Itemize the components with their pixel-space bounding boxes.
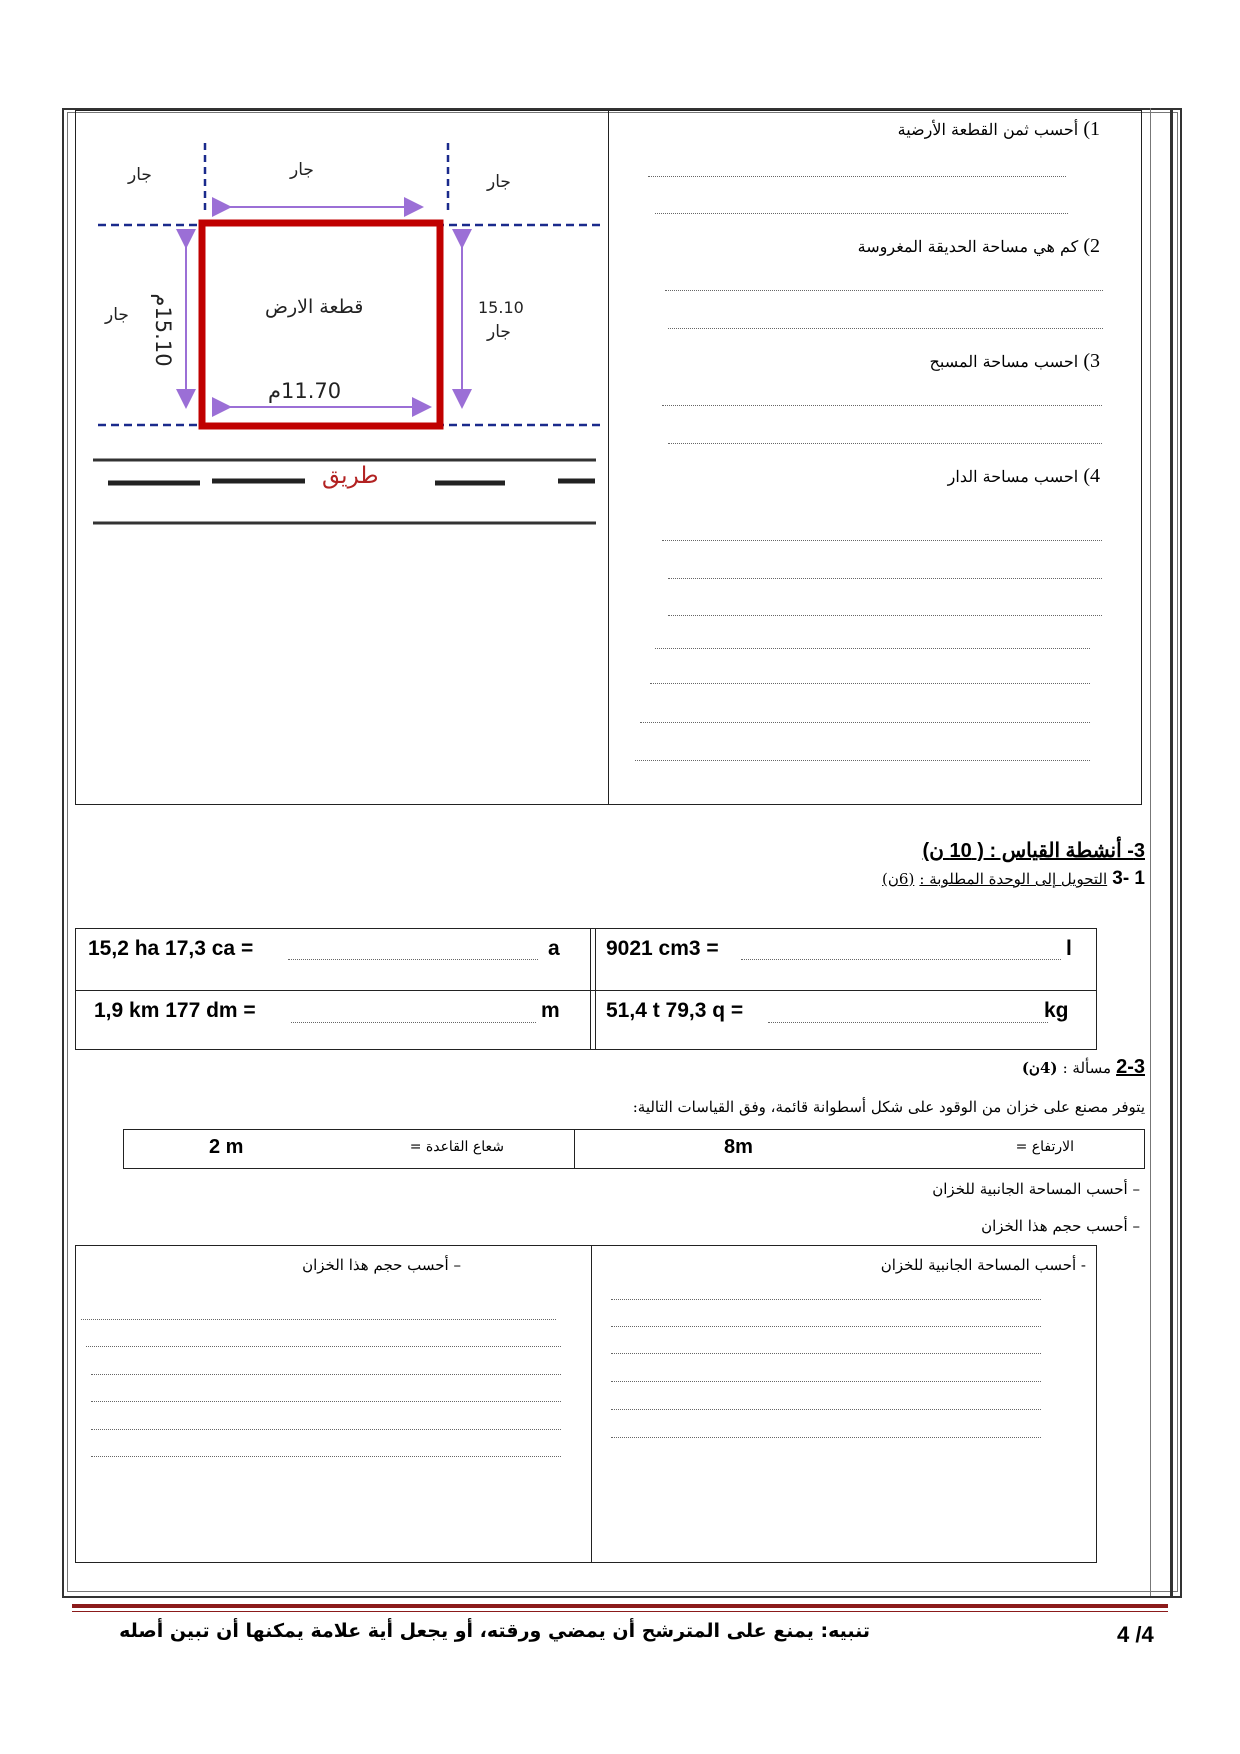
task-lateral-area: – أحسب المساحة الجانبية للخزان — [932, 1180, 1140, 1198]
neighbor-label: جار — [487, 172, 511, 192]
answer-line[interactable] — [86, 1346, 561, 1347]
height-label-right: 15.10 — [478, 298, 524, 317]
height-label: الارتفاع = — [1015, 1139, 1074, 1155]
conversion-answer[interactable] — [288, 959, 538, 960]
question-number: 1) — [1083, 118, 1100, 140]
answer-line[interactable] — [640, 722, 1090, 723]
answer-line[interactable] — [611, 1353, 1041, 1354]
answer-line[interactable] — [611, 1299, 1041, 1300]
subsection-number: 2-3 — [1116, 1056, 1145, 1078]
answer-line[interactable] — [91, 1456, 561, 1457]
answer-divider — [591, 1246, 592, 1562]
conversion-prompt: 1,9 km 177 dm = — [94, 999, 256, 1022]
answer-line[interactable] — [655, 648, 1090, 649]
question-2 — [700, 235, 1100, 258]
conversion-unit: l — [1066, 937, 1072, 960]
table-col-divider — [595, 929, 596, 1049]
answer-line[interactable] — [91, 1374, 561, 1375]
question-3 — [700, 350, 1100, 373]
answer-line[interactable] — [668, 578, 1102, 579]
answer-line[interactable] — [91, 1401, 561, 1402]
height-value: 8m — [724, 1136, 753, 1158]
conversion-unit: a — [548, 937, 560, 960]
cylinder-measurements — [123, 1129, 1145, 1169]
neighbor-label: جار — [128, 165, 152, 185]
question-text: كم هي مساحة الحديقة المغروسة — [857, 237, 1079, 256]
question-number: 4) — [1083, 465, 1100, 487]
answer-line[interactable] — [81, 1319, 556, 1320]
question-text: احسب مساحة الدار — [947, 467, 1079, 486]
subsection-1-header — [645, 868, 1145, 890]
answer-line[interactable] — [662, 405, 1102, 406]
answer-line[interactable] — [91, 1429, 561, 1430]
radius-label: شعاع القاعدة = — [409, 1139, 504, 1155]
answer-line[interactable] — [611, 1381, 1041, 1382]
subsection-2-header — [645, 1056, 1145, 1079]
neighbor-label: جار — [290, 160, 314, 180]
plot-label: قطعة الارض — [265, 296, 364, 318]
subsection-points: (4ن) — [1021, 1059, 1058, 1077]
neighbor-label: جار — [487, 322, 511, 342]
frame-edge-inner — [1150, 108, 1151, 1596]
answer-box — [75, 1245, 1097, 1563]
answer-line[interactable] — [655, 213, 1068, 214]
conversion-unit: kg — [1044, 999, 1069, 1022]
exercise-divider — [608, 110, 609, 804]
answer-line[interactable] — [662, 540, 1102, 541]
answer-line[interactable] — [668, 615, 1102, 616]
road-label: طريق — [322, 463, 379, 489]
question-number: 2) — [1083, 235, 1100, 257]
answer-line[interactable] — [665, 290, 1103, 291]
table-col-divider — [574, 1130, 575, 1168]
question-1 — [700, 118, 1100, 141]
table-row-divider — [76, 990, 1096, 991]
question-text: احسب مساحة المسبح — [929, 352, 1079, 371]
radius-value: 2 m — [209, 1136, 244, 1158]
conversion-prompt: 51,4 t 79,3 q = — [606, 999, 744, 1022]
subsection-title: التحويل إلى الوحدة المطلوبة : — [919, 870, 1108, 888]
conversion-answer[interactable] — [741, 959, 1061, 960]
answer-line[interactable] — [611, 1409, 1041, 1410]
answer-line[interactable] — [650, 683, 1090, 684]
subsection-number: 1 -3 — [1112, 868, 1145, 889]
frame-edge — [1170, 108, 1173, 1596]
volume-title: – أحسب حجم هذا الخزان — [302, 1256, 461, 1274]
question-text: أحسب ثمن القطعة الأرضية — [897, 120, 1079, 139]
answer-line[interactable] — [668, 328, 1103, 329]
footer-rule — [72, 1604, 1168, 1608]
answer-line[interactable] — [668, 443, 1102, 444]
answer-line[interactable] — [611, 1326, 1041, 1327]
footer-warning: تنبيه: يمنع على المترشح أن يمضي ورقته، أو يجعل أية علامة يمكنها أن تبين أصله — [119, 1620, 870, 1642]
answer-line[interactable] — [635, 760, 1090, 761]
conversion-answer[interactable] — [768, 1022, 1048, 1023]
neighbor-label: جار — [105, 305, 129, 325]
subsection-points: (6ن) — [882, 870, 915, 888]
problem-statement: يتوفر مصنع على خزان من الوقود على شكل أسطوانة قائمة، وفق القياسات التالية: — [632, 1098, 1145, 1116]
conversion-prompt: 15,2 ha 17,3 ca = — [88, 937, 254, 960]
task-volume: – أحسب حجم هذا الخزان — [981, 1217, 1140, 1235]
question-number: 3) — [1083, 350, 1100, 372]
height-label: 15.10م — [151, 293, 175, 367]
table-col-divider — [590, 929, 591, 1049]
conversion-answer[interactable] — [291, 1022, 536, 1023]
width-label: 11.70م — [268, 379, 342, 403]
subsection-title: مسألة : — [1062, 1059, 1111, 1077]
conversion-unit: m — [541, 999, 560, 1022]
answer-line[interactable] — [648, 176, 1066, 177]
section-title: 3- أنشطة القياس : ( 10 ن) — [922, 840, 1145, 862]
page-number: 4 /4 — [1117, 1622, 1154, 1647]
conversion-prompt: 9021 cm3 = — [606, 937, 719, 960]
answer-line[interactable] — [611, 1437, 1041, 1438]
conversion-table — [75, 928, 1097, 1050]
footer-rule — [72, 1611, 1168, 1612]
question-4 — [700, 465, 1100, 488]
lateral-area-title: - أحسب المساحة الجانبية للخزان — [880, 1256, 1086, 1274]
